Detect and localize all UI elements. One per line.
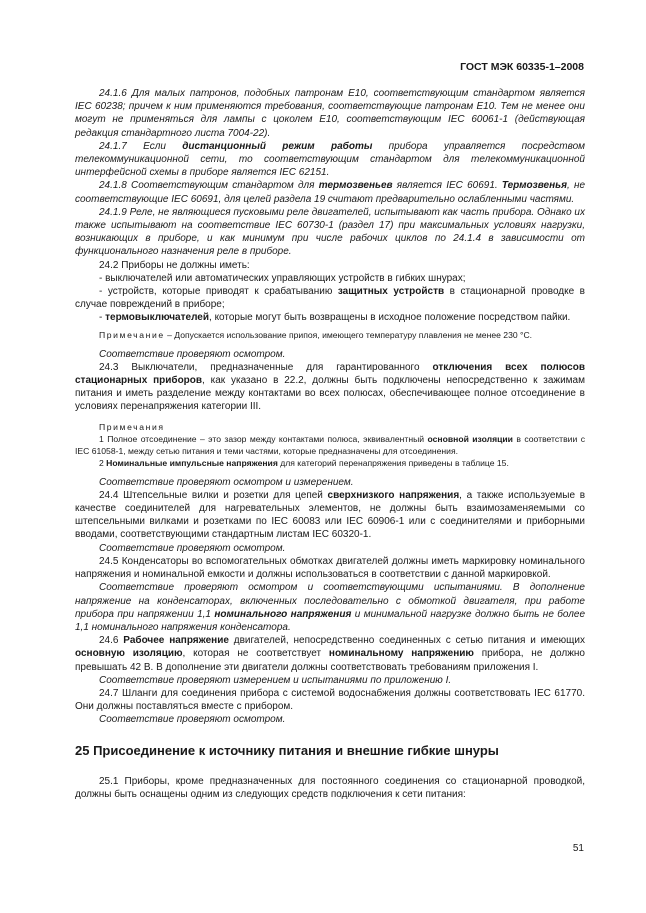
body-paragraph: 24.3 Выключатели, предназначенные для гарантированного отключения всех полюсов стационарных приборов, как указано в 22.2, должны быть подключены непосредственно к зажимам питания и иметь разделение между контактами во всех полюсах, обеспечивающее полное отсоединение в условиях перенапряжения категории III. [75,361,585,413]
body-paragraph: 24.1.7 Если дистанционный режим работы прибора управляется посредством телекоммуникационной сети, то соответствующим стандартом для телекоммуникационной интерфейсной схемы в приборе является IEC 62151. [75,140,586,179]
body-paragraph: 1 Полное отсоединение – это зазор между контактами полюса, эквивалентный основной изоляции в соответствии с IEC 61058-1, между сетью питания и теми частями, которые предназначены для отсоединения. [75,433,585,456]
section-body [75,775,585,801]
body-paragraph: Соответствие проверяют измерением и испытаниями по приложению I. [99,674,452,686]
body-paragraph: Соответствие проверяют осмотром. [99,348,286,360]
body-paragraph: 24.1.8 Соответствующим стандартом для термозвеньев является IEC 60691. Термозвенья, не соответствующие IEC 60691, для целей раздела 19 считают предварительно ослабленными частями. [75,180,586,205]
body-paragraph: Соответствие проверяют осмотром. [99,714,286,726]
body-paragraph: 24.1.6 Для малых патронов, подобных патронам Е10, соответствующим стандартом является IEC 60238; причем к ним применяются требования, соответствующие патронам Е10. Тем не менее они могут не применяться для лампы с цоколем Е10, соответствующим IEC 60061-1 (действующая редакция стандартного листа 7004-22). [75,88,585,139]
body-paragraph: 2 Номинальные импульсные напряжения для категорий перенапряжения приведены в таблице 15. [99,457,509,468]
page-body [75,87,585,801]
body-paragraph: 24.2 Приборы не должны иметь: [99,259,250,271]
section-paragraph: 25.1 Приборы, кроме предназначенных для постоянного соединения со стационарной проводкой, должны быть оснащены одним из следующих средств подключения к сети питания: [75,775,585,800]
body-paragraph: - термовыключателей, которые могут быть возвращены в исходное положение посредством пайки. [99,312,571,324]
body-paragraph: Соответствие проверяют осмотром и измерением. [99,476,354,488]
spacer [75,414,585,421]
body-paragraph: 24.1.9 Реле, не являющиеся пусковыми реле двигателей, испытывают как часть прибора. Однако их также испытывают на соответствие IEC 60730-1 (раздел 17) при максимальных условиях нагрузки, возникающих в приборе, и как минимум при числе рабочих циклов по 24.1.4 в зависимости от функционального назначения реле в приборе. [75,206,585,258]
body-paragraph: Примечание – Допускается использование припоя, имеющего температуру плавления не менее 230 °С. [99,329,533,340]
body-paragraph: 24.6 Рабочее напряжение двигателей, непосредственно соединенных с сетью питания и имеющих основную изоляцию, которая не соответствует номинальному напряжению прибора, не должно превышать 42 В. В дополнение эти двигатели должны соответствовать требованиям приложения I. [75,635,585,673]
body-paragraph: 24.5 Конденсаторы во вспомогательных обмотках двигателей должны иметь маркировку номинального напряжения и номинальной емкости и должны использоваться в соответствии с данной маркировкой. [75,555,585,581]
section-heading: 25 Присоединение к источнику питания и внешние гибкие шнуры [75,742,499,758]
page-number: 51 [572,843,584,854]
spacer [75,469,585,476]
paragraph-list [75,87,585,727]
spacer [75,341,585,348]
body-paragraph: Примечания [99,421,165,432]
body-paragraph: 24.7 Шланги для соединения прибора с системой водоснабжения должны соответствовать IEC 61770. Они должны поставляться вместе с прибором. [75,687,585,713]
body-paragraph: - выключателей или автоматических управляющих устройств в гибких шнурах; [99,272,466,284]
body-paragraph: Соответствие проверяют осмотром и соответствующими испытаниями. В дополнение напряжение на конденсаторах, включенных последовательно с обмоткой двигателя, при работе прибора при напряжении 1,1 номинального напряжения и минимальной нагрузке должно быть не более 1,1 номинального напряжения конденсатора. [75,582,586,633]
document-header: ГОСТ МЭК 60335-1–2008 [460,61,584,73]
body-paragraph: 24.4 Штепсельные вилки и розетки для цепей сверхнизкого напряжения, а также используемые в качестве соединителей для нагревательных элементов, не должны быть взаимозаменяемыми со штепсельными вилками и розетками по IEC 60083 или IEC 60906-1 или с соединителями и приборными вводами, соответствующими стандартным листам IEC 60320-1. [75,489,586,541]
body-paragraph: Соответствие проверяют осмотром. [99,542,286,554]
body-paragraph: - устройств, которые приводят к срабатыванию защитных устройств в стационарной проводке в случае повреждений в приборе; [75,286,585,311]
